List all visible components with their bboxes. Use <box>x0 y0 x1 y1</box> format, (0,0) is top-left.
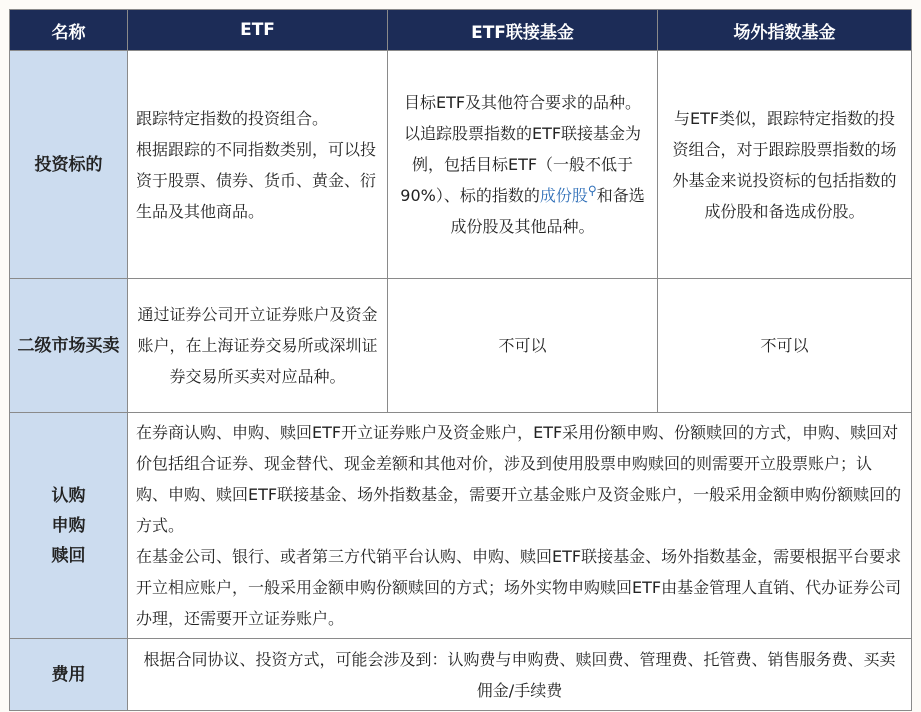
label-subscribe: 认购 <box>51 485 86 506</box>
row-secondary-market <box>10 279 912 413</box>
cell-etf-target <box>128 51 388 279</box>
cell-link-fund-target <box>388 51 658 279</box>
row-label-fees: 费用 <box>10 639 128 711</box>
header-row <box>10 10 912 51</box>
cell-index-fund-target: 与ETF类似，跟踪特定指数的投资组合，对于跟踪股票指数的场外基金来说投资标的包括指数的成份股和备选成份股。 <box>658 51 912 279</box>
row-label-investment-target: 投资标的 <box>10 51 128 279</box>
label-purchase: 申购 <box>51 515 86 536</box>
row-label-subscribe-redeem <box>10 413 128 639</box>
etf-target-text-2: 根据跟踪的不同指数类别，可以投资于股票、债券、货币、黄金、衍生品及其他商品。 <box>136 139 377 221</box>
label-redeem: 赎回 <box>51 545 86 566</box>
subscribe-text-2: 在基金公司、银行、或者第三方代销平台认购、申购、赎回ETF联接基金、场外指数基金，需要根据平台要求开立相应账户，一般采用金额申购份额赎回的方式；场外实物申购赎回ETF由基金管理人直销、代办证券公司办理，还需要开立证券账户。 <box>136 547 902 628</box>
header-name: 名称 <box>10 10 128 51</box>
comparison-table <box>9 9 912 711</box>
header-offmarket-index-fund: 场外指数基金 <box>658 10 912 51</box>
subscribe-text-1: 在券商认购、申购、赎回ETF开立证券账户及资金账户，ETF采用份额申购、份额赎回的方式，申购、赎回对价包括组合证券、现金替代、现金差额和其他对价，涉及到使用股票申购赎回的则需要开立股票账户；认购、申购、赎回ETF联接基金、场外指数基金，需要开立基金账户及资金账户，一般采用金额申购份额赎回的方式。 <box>136 423 902 535</box>
row-label-secondary-market: 二级市场买卖 <box>10 279 128 413</box>
cell-etf-secondary: 通过证券公司开立证券账户及资金账户，在上海证券交易所或深圳证券交易所买卖对应品种。 <box>128 279 388 413</box>
etf-target-text-1: 跟踪特定指数的投资组合。 <box>136 108 329 128</box>
link-fund-target-text: 目标ETF及其他符合要求的品种。以追踪股票指数的ETF联接基金为例，包括目标ETF（一般不低于90%）、标的指数的 <box>400 93 642 205</box>
header-etf-link-fund: ETF联接基金 <box>388 10 658 51</box>
row-fees <box>10 639 912 711</box>
row-investment-target <box>10 51 912 279</box>
search-icon[interactable]: ⚲ <box>587 183 597 198</box>
cell-index-fund-secondary: 不可以 <box>658 279 912 413</box>
cell-subscribe-redeem <box>128 413 912 639</box>
cell-link-fund-secondary: 不可以 <box>388 279 658 413</box>
constituent-stock-link[interactable]: 成份股 <box>539 186 588 205</box>
cell-fees: 根据合同协议、投资方式，可能会涉及到：认购费与申购费、赎回费、管理费、托管费、销售服务费、买卖佣金/手续费 <box>128 639 912 711</box>
row-subscribe-redeem <box>10 413 912 639</box>
header-etf: ETF <box>128 10 388 51</box>
link-fund-target-text-end: 和备选成份股及其他品种。 <box>450 186 645 236</box>
